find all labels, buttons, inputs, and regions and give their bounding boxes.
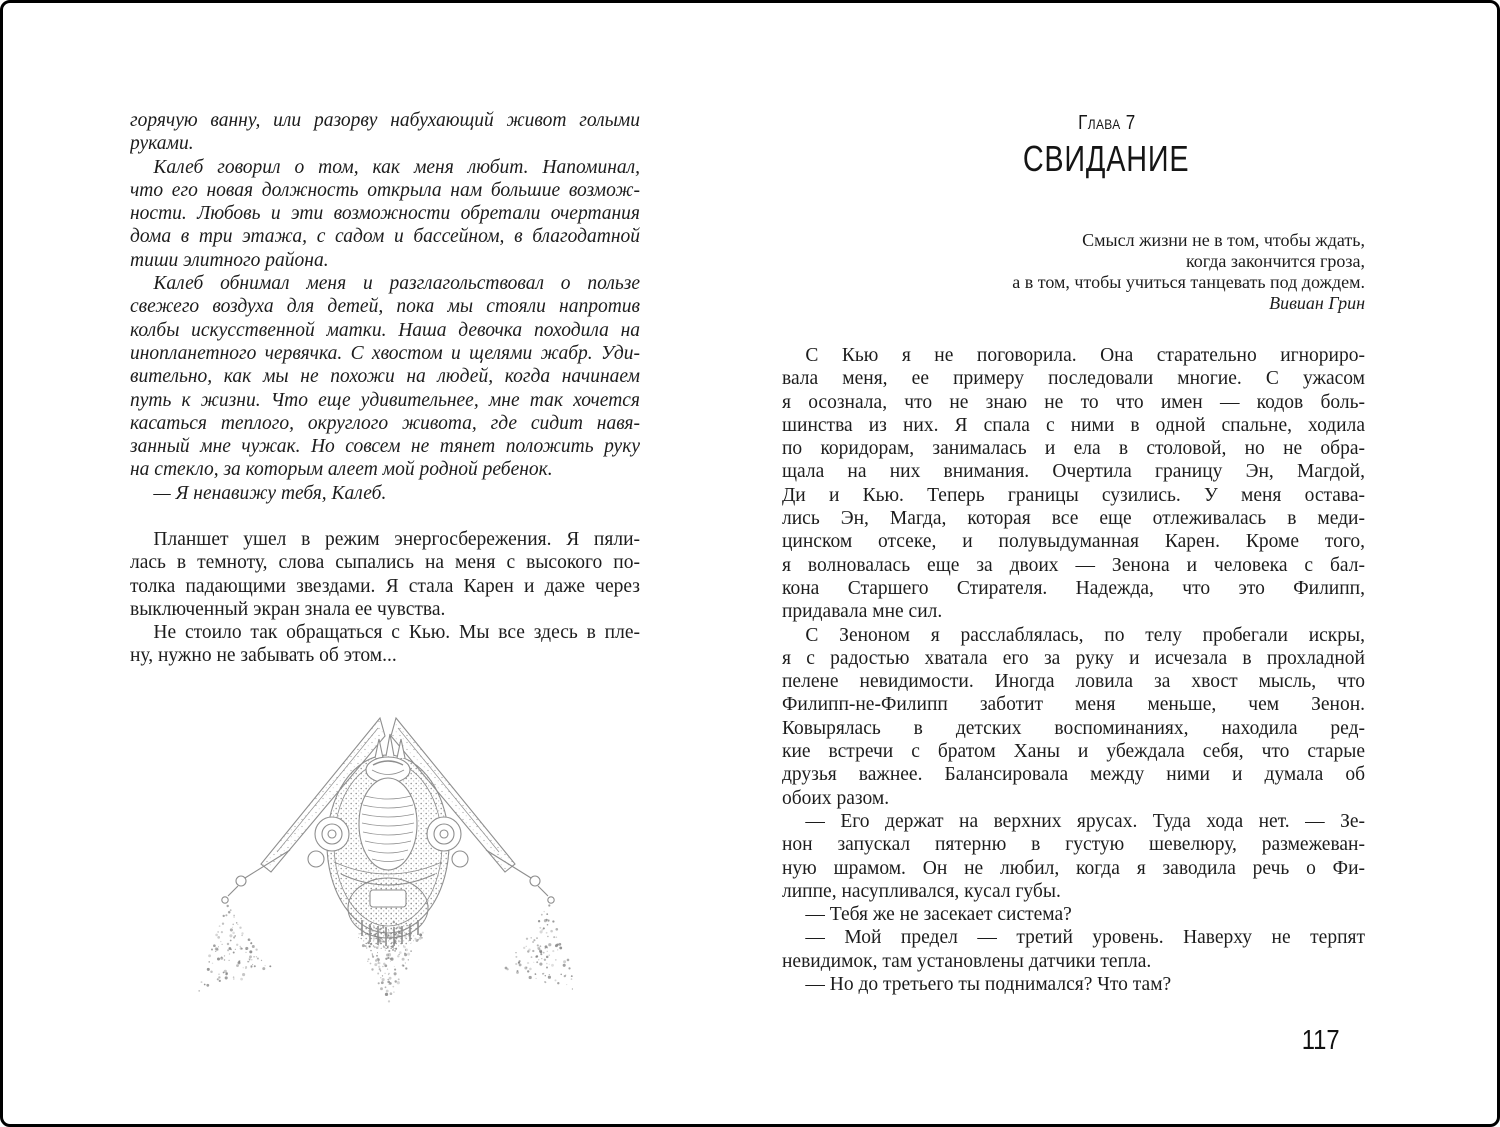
text-line: невидимок, там установлены датчики тепла. xyxy=(782,950,1152,972)
text-line: я осознала, что не знаю не то что имен — кодов боль- xyxy=(782,391,1365,413)
text-line: придавала мне сил. xyxy=(782,601,943,623)
left-page-body-text xyxy=(130,528,640,668)
text-line: руками. xyxy=(130,133,194,155)
text-line: дома в три этажа, с садом и бассейном, в благодатной xyxy=(130,226,640,248)
spaceship-illustration xyxy=(195,712,595,1012)
text-line: что его новая должность открыла нам большие возмож- xyxy=(130,179,640,201)
text-line: по коридорам, занималась и ела в столовой, но не обра- xyxy=(782,438,1365,460)
exhaust-spray-left xyxy=(198,905,271,992)
text-line: пелене невидимости. Иногда ловила за хвост мысль, что xyxy=(782,671,1365,693)
text-line: касаться теплого, округлого живота, где сидит навя- xyxy=(130,412,640,434)
text-line: тиши элитного района. xyxy=(130,249,329,271)
text-line: я волновалась еще за двоих — Зенона и человека с бал- xyxy=(782,554,1365,576)
text-line: ную шрамом. Он не любил, когда я заводила речь о Фи- xyxy=(782,857,1365,879)
text-line: Смысл жизни не в том, чтобы ждать, xyxy=(1082,230,1365,250)
text-line: липпе, насупливался, кусал губы. xyxy=(782,880,1061,902)
right-page-body-text xyxy=(782,344,1365,996)
text-line: на стекло, за которым алеет мой родной ребенок. xyxy=(130,459,553,481)
text-line: горячую ванну, или разорву набухающий живот голыми xyxy=(130,110,640,131)
text-line: цинском отсеке, и полувыдуманная Карен. Кроме того, xyxy=(782,531,1365,553)
text-line: кона Старшего Стирателя. Надежда, что это Филипп, xyxy=(782,577,1365,599)
text-line: — Я ненавижу тебя, Калеб. xyxy=(130,482,387,504)
text-line: вительно, как мы не похожи на людей, когда начинаем xyxy=(130,366,640,388)
text-line: Калеб говорил о том, как меня любит. Напоминал, xyxy=(130,156,640,178)
text-line: шинства из них. Я спала с ними в одной спальне, ходила xyxy=(782,414,1365,436)
text-line: Ди и Кью. Теперь границы сузились. У меня остава- xyxy=(782,484,1365,506)
text-line: Филипп-не-Филипп заботит меня меньше, чем Зенон. xyxy=(782,694,1365,716)
text-line: друзья важнее. Балансировала между ними и думала об xyxy=(782,764,1365,786)
epigraph-lines xyxy=(782,230,1365,293)
text-line: инопланетного червячка. С хвостом и щелями жабр. Уди- xyxy=(130,342,640,364)
text-line: — Но до третьего ты поднимался? Что там? xyxy=(782,974,1172,996)
text-line: — Мой предел — третий уровень. Наверху не терпят xyxy=(782,927,1365,949)
text-line: С Зеноном я расслаблялась, по телу пробегали искры, xyxy=(782,624,1365,646)
exhaust-spray-right xyxy=(505,904,573,989)
spaceship-sketch xyxy=(195,712,595,1012)
text-line: вала меня, ее примеру последовали многие. С ужасом xyxy=(782,368,1365,390)
text-line: кие встречи с братом Ханы и убеждала себя, что старые xyxy=(782,741,1365,763)
text-line: Не стоило так обращаться с Кью. Мы все здесь в пле- xyxy=(130,622,640,644)
text-line: ну, нужно не забывать об этом... xyxy=(130,645,397,667)
text-line: а в том, чтобы учиться танцевать под дождем. xyxy=(1012,272,1365,292)
text-line: колбы искусственной матки. Наша девочка походила на xyxy=(130,319,640,341)
chapter-heading xyxy=(815,110,1398,179)
text-line: ности. Любовь и эти возможности обретали очертания xyxy=(130,203,640,225)
text-line: — Его держат на верхних ярусах. Туда хода нет. — Зе- xyxy=(782,810,1365,832)
text-line: когда закончится гроза, xyxy=(1185,251,1365,271)
text-line: выключенный экран знала ее чувства. xyxy=(130,598,446,620)
text-line: лась в темноту, слова сыпались на меня с высокого по- xyxy=(130,552,640,574)
text-line: лись Эн, Магда, которая все еще отлеживалась в меди- xyxy=(782,508,1365,530)
text-line: я с радостью хватала его за руку и исчезала в прохладной xyxy=(782,647,1365,669)
text-line: нон запускал пятерню в густую шевелюру, размежеван- xyxy=(782,834,1365,856)
epigraph-attribution: Вивиан Грин xyxy=(1269,293,1365,313)
epigraph xyxy=(782,230,1365,314)
text-line: толка падающими звездами. Я стала Карен и даже через xyxy=(130,575,640,597)
text-line: свежего воздуха для детей, пока мы стояли напротив xyxy=(130,296,640,318)
text-line: обоих разом. xyxy=(782,787,890,809)
text-line: занный мне чужак. Но совсем не тянет положить руку xyxy=(130,436,640,458)
text-line: Планшет ушел в режим энергосбережения. Я пяли- xyxy=(130,529,640,550)
page-number: 117 xyxy=(1302,1024,1340,1055)
text-line: Калеб обнимал меня и разглагольствовал о пользе xyxy=(130,273,640,295)
text-line: Ковырялась в детских воспоминаниях, находила ред- xyxy=(782,717,1365,739)
left-page-italic-text xyxy=(130,109,640,505)
chapter-label: Глава 7 xyxy=(1077,112,1136,134)
text-line: щала на них внимания. Очертила границу Эн, Магдой, xyxy=(782,461,1365,483)
text-line: — Тебя же не засекает система? xyxy=(782,904,1072,926)
text-line: С Кью я не поговорила. Она старательно игнориро- xyxy=(782,345,1365,366)
chapter-title: СВИДАНИЕ xyxy=(1023,138,1190,179)
text-line: путь к жизни. Что еще удивительнее, мне так хочется xyxy=(130,389,640,411)
